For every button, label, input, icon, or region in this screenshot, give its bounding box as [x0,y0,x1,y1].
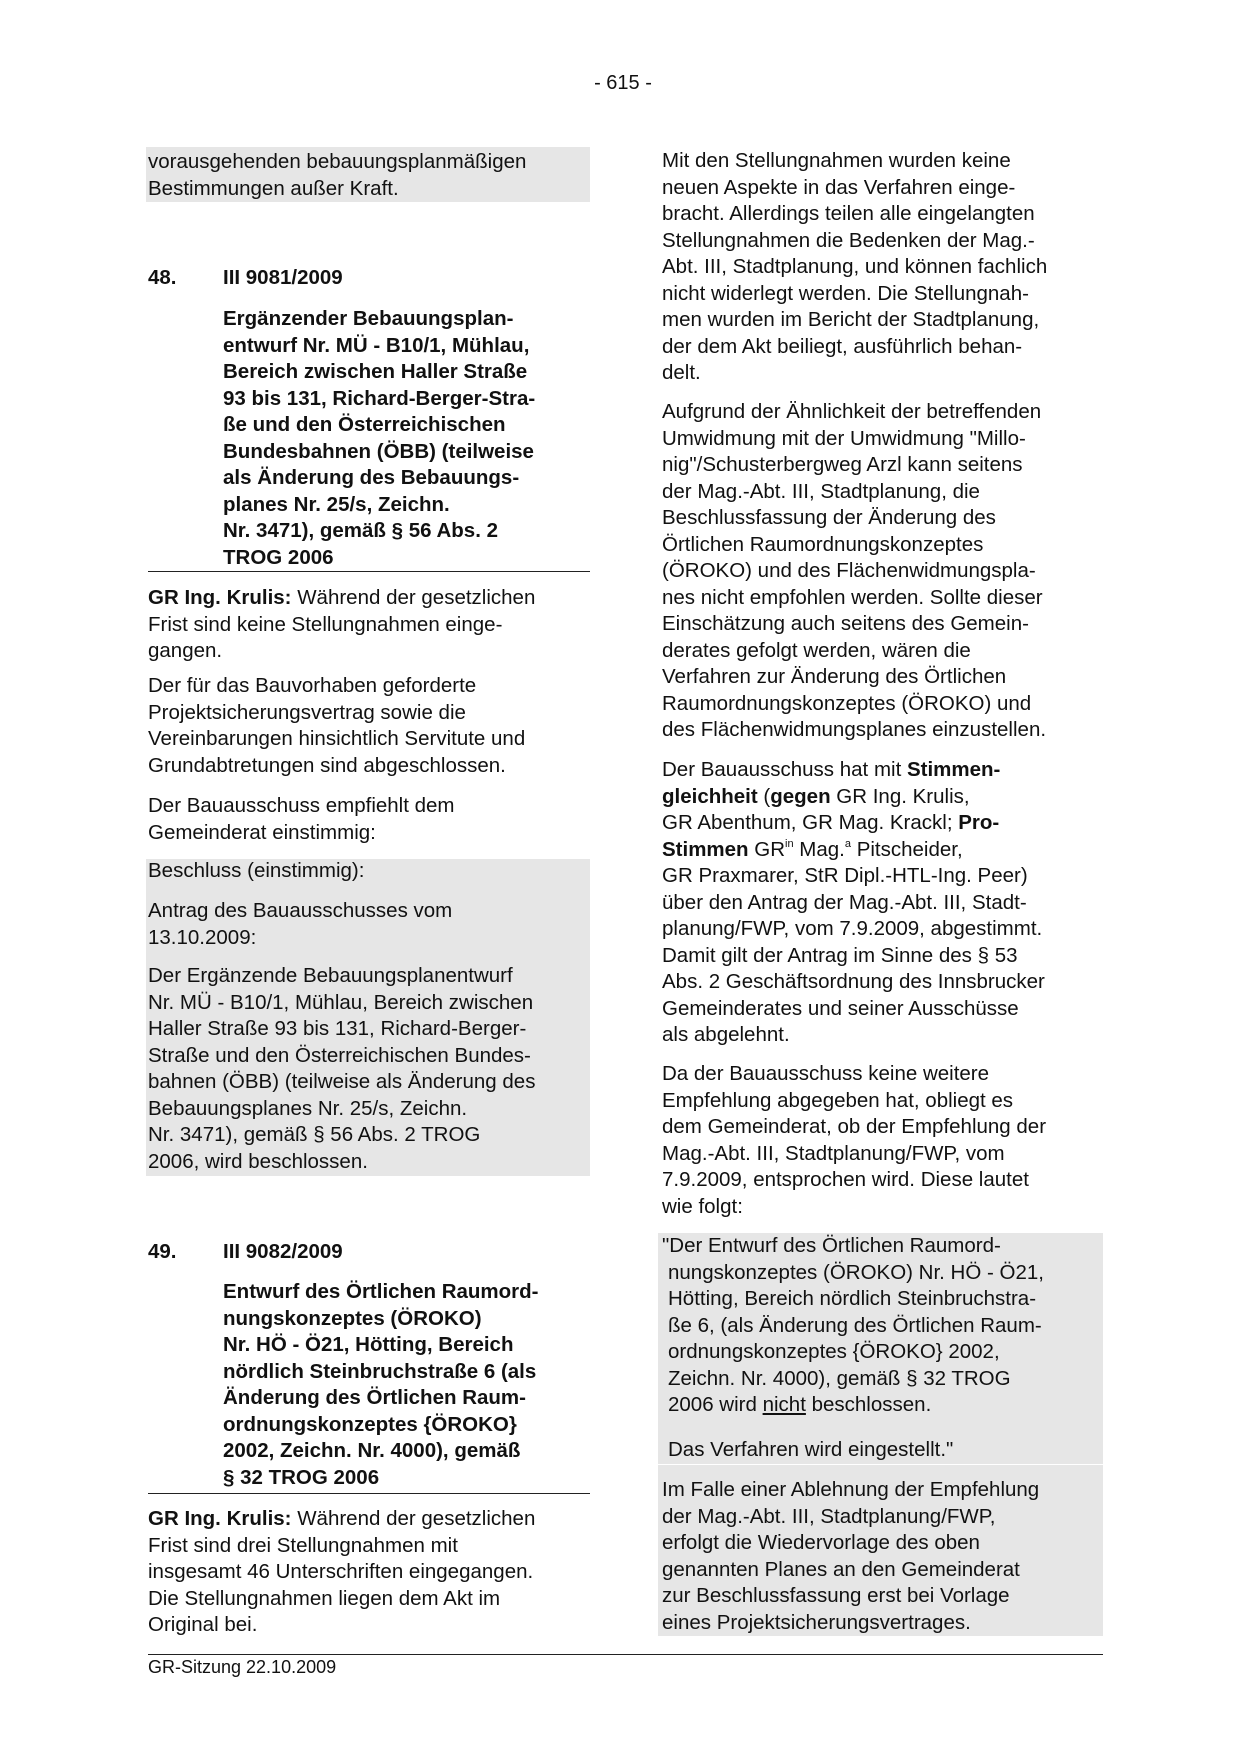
text-line: Entwurf des Örtlichen Raumord- [223,1280,539,1303]
text-line: 2002, Zeichn. Nr. 4000), gemäß [223,1439,521,1462]
text-line [662,757,1045,784]
text-line: 93 bis 131, Richard-Berger-Stra- [223,386,536,410]
text-segment: GR Ing. Krulis, [830,784,970,808]
text-line: 2006, wird beschlossen. [148,1149,368,1173]
text-line: zur Beschlussfassung erst bei Vorlage [662,1584,1010,1607]
text-line: dem Gemeinderat, ob der Empfehlung der [662,1115,1047,1138]
text-line: delt. [662,361,701,384]
text-line: Einschätzung auch seitens des Gemein- [662,612,1029,635]
superscript: in [785,837,794,850]
text-line: erfolgt die Wiedervorlage des oben [662,1531,980,1554]
text-line: Mit den Stellungnahmen wurden keine [662,149,1011,172]
bold-text: Stimmen [662,837,749,861]
text-line: Projektsicherungsvertrag sowie die [148,700,466,724]
text-line: nicht widerlegt werden. Die Stellungnah- [662,281,1029,305]
text-line: Im Falle einer Ablehnung der Empfehlung [662,1478,1040,1501]
paragraph [662,399,1046,744]
text-line: Hötting, Bereich nördlich Steinbruchstra- [668,1287,1037,1310]
text-segment: Während der gesetzlichen [291,1507,536,1530]
text-line: nes nicht empfohlen werden. Sollte dieser [662,585,1043,609]
text-line: vorausgehenden bebauungsplanmäßigen [148,150,527,173]
text-line: der dem Akt beiliegt, ausführlich behan- [662,334,1023,358]
item-number [148,1239,177,1266]
text-line: Gemeinderates und seiner Ausschüsse [662,996,1019,1020]
text-line: 13.10.2009: [148,925,257,949]
text-line: genannten Planes an den Gemeinderat [662,1557,1020,1581]
text-line: Der Ergänzende Bebauungsplanentwurf [148,964,513,987]
text-line: ße und den Österreichischen [223,413,506,436]
text-segment: 2006 wird [668,1393,763,1416]
text-line: GR Praxmarer, StR Dipl.-HTL-Ing. Peer) [662,864,1028,887]
text-line: 48. [148,266,177,289]
text-line: Vereinbarungen hinsichtlich Servitute und [148,727,526,750]
text-line: als Änderung des Bebauungs- [223,466,520,489]
divider-item48 [148,571,590,572]
text-line: Aufgrund der Ähnlichkeit der betreffenden [662,400,1042,423]
text-line: Stellungnahmen die Bedenken der Mag.- [662,228,1035,252]
text-line: III 9081/2009 [223,266,343,289]
text-line: neuen Aspekte in das Verfahren einge- [662,175,1016,199]
text-segment: ( [757,784,771,808]
text-line: Damit gilt der Antrag im Sinne des § 53 [662,943,1018,967]
text-line: nördlich Steinbruchstraße 6 (als [223,1359,537,1383]
text-line: eines Projektsicherungsvertrages. [662,1610,971,1634]
bold-text: Pro- [958,811,1000,834]
text-line: planung/FWP, vom 7.9.2009, abgestimmt. [662,917,1043,940]
item-code [223,265,343,292]
text-line: über den Antrag der Mag.-Abt. III, Stadt- [662,890,1027,914]
text-line: gangen. [148,639,223,662]
note-paragraph [662,1477,1039,1636]
quote-text [668,1260,1044,1419]
text-line: entwurf Nr. MÜ - B10/1, Mühlau, [223,333,530,357]
item-code [223,1239,343,1266]
text-line [668,1392,1044,1419]
text-line [148,1506,535,1533]
text-line: planes Nr. 25/s, Zeichn. [223,492,450,516]
text-line: 49. [148,1240,177,1263]
text-line [662,784,1045,811]
text-line: Nr. 3471), gemäß § 56 Abs. 2 TROG [148,1123,481,1146]
text-line: bahnen (ÖBB) (teilweise als Änderung des [148,1070,536,1093]
text-segment: GR Abenthum, GR Mag. Krackl; [662,811,959,834]
carryover-text [148,149,526,202]
text-segment: Während der gesetzlichen [291,586,536,609]
text-line: insgesamt 46 Unterschriften eingegangen. [148,1560,534,1583]
paragraph [148,673,525,779]
text-line: Umwidmung mit der Umwidmung "Millo- [662,426,1026,450]
superscript: a [844,837,851,850]
text-line: Original bei. [148,1613,258,1636]
text-line: "Der Entwurf des Örtlichen Raumord- [662,1234,1001,1257]
text-line: Bebauungsplanes Nr. 25/s, Zeichn. [148,1096,468,1120]
text-line: wie folgt: [662,1194,743,1218]
text-line: (ÖROKO) und des Flächenwidmungspla- [662,559,1036,582]
text-line: TROG 2006 [223,545,334,569]
text-line: Die Stellungnahmen liegen dem Akt im [148,1586,501,1610]
text-line: Raumordnungskonzeptes (ÖROKO) und [662,691,1032,715]
text-line: nungskonzeptes (ÖROKO) Nr. HÖ - Ö21, [668,1260,1044,1284]
text-line: Abt. III, Stadtplanung, und können fachlich [662,255,1048,278]
bold-text: Stimmen- [906,758,1001,781]
text-line: Grundabtretungen sind abgeschlossen. [148,753,506,777]
text-line: Da der Bauausschuss keine weitere [662,1062,990,1085]
resolution-text [148,963,535,1175]
text-line: Nr. MÜ - B10/1, Mühlau, Bereich zwischen [148,990,534,1014]
text-line: bracht. Allerdings teilen alle eingelangten [662,202,1035,225]
text-line: derates gefolgt werden, wären die [662,638,971,662]
text-line: Das Verfahren wird eingestellt." [668,1438,954,1461]
text-line: Bereich zwischen Haller Straße [223,360,528,383]
text-line: Zeichn. Nr. 4000), gemäß § 32 TROG [668,1366,1011,1390]
text-line: Der für das Bauvorhaben geforderte [148,674,477,697]
text-line: Gemeinderat einstimmig: [148,820,376,844]
paragraph [662,1061,1046,1220]
statement-paragraph [148,1506,535,1639]
text-line: Bundesbahnen (ÖBB) (teilweise [223,439,534,463]
paragraph [148,793,455,846]
divider-item49 [148,1493,590,1494]
text-line: Haller Straße 93 bis 131, Richard-Berger- [148,1017,527,1040]
text-line: ordnungskonzeptes {ÖROKO} 2002, [668,1340,1000,1363]
text-line: Beschluss (einstimmig): [148,859,365,882]
text-line: Änderung des Örtlichen Raum- [223,1386,526,1409]
underlined-text: nicht [762,1393,806,1416]
text-line: Verfahren zur Änderung des Örtlichen [662,665,1007,688]
bold-text: gegen [770,784,831,808]
item-number [148,265,177,292]
text-line: der Mag.-Abt. III, Stadtplanung/FWP, [662,1504,996,1528]
text-line: Nr. 3471), gemäß § 56 Abs. 2 [223,519,498,542]
text-line: Antrag des Bauausschusses vom [148,899,453,922]
bold-text: gleichheit [662,784,758,808]
quote-first-line [662,1233,1001,1260]
text-line: Abs. 2 Geschäftsordnung des Innsbrucker [662,970,1045,993]
quote-end [668,1437,953,1464]
text-segment: GR [748,837,786,861]
text-line [662,837,1045,864]
text-line: men wurden im Bericht der Stadtplanung, [662,308,1040,331]
text-line: ße 6, (als Änderung des Örtlichen Raum- [668,1313,1042,1337]
vote-paragraph [662,757,1045,1049]
text-line: § 32 TROG 2006 [223,1465,380,1489]
text-line: als abgelehnt. [662,1023,790,1046]
text-line: Mag.-Abt. III, Stadtplanung/FWP, vom [662,1141,1005,1165]
text-line [662,810,1045,837]
text-line: der Mag.-Abt. III, Stadtplanung, die [662,479,980,503]
item-title [223,306,535,571]
text-line: Bestimmungen außer Kraft. [148,176,399,200]
text-line: 7.9.2009, entsprochen wird. Diese lautet [662,1168,1029,1191]
text-segment: Pitscheider, [851,837,963,861]
text-segment: beschlossen. [805,1393,932,1416]
statement-paragraph [148,585,535,665]
text-line: Ergänzender Bebauungsplan- [223,307,514,330]
text-line: III 9082/2009 [223,1240,343,1263]
text-line: nig"/Schusterbergweg Arzl kann seitens [662,453,1023,476]
text-line: Empfehlung abgegeben hat, obliegt es [662,1088,1014,1112]
text-line: Der Bauausschuss empfiehlt dem [148,794,455,817]
text-line [148,585,535,612]
text-line: ordnungskonzeptes {ÖROKO} [223,1412,517,1436]
text-line: des Flächenwidmungsplanes einzustellen. [662,718,1047,741]
footer-rule [148,1654,1103,1655]
text-line: Frist sind keine Stellungnahmen einge- [148,612,503,636]
page-number: - 615 - [594,72,652,94]
bold-text: GR Ing. Krulis: [148,1507,292,1530]
item-title [223,1279,539,1491]
text-segment: Der Bauausschuss hat mit [662,758,907,781]
motion-date [148,898,452,951]
text-line: Frist sind drei Stellungnahmen mit [148,1533,458,1557]
text-line: Örtlichen Raumordnungskonzeptes [662,532,984,556]
paragraph [662,148,1047,387]
text-segment: Mag. [793,837,845,861]
text-line: Straße und den Österreichischen Bundes- [148,1043,531,1067]
text-line: Nr. HÖ - Ö21, Hötting, Bereich [223,1333,514,1356]
bold-text: GR Ing. Krulis: [148,586,292,609]
footer-session-date: GR-Sitzung 22.10.2009 [148,1657,337,1677]
text-line: nungskonzeptes (ÖROKO) [223,1306,482,1330]
text-line: Beschlussfassung der Änderung des [662,506,996,529]
resolution-heading [148,858,364,885]
